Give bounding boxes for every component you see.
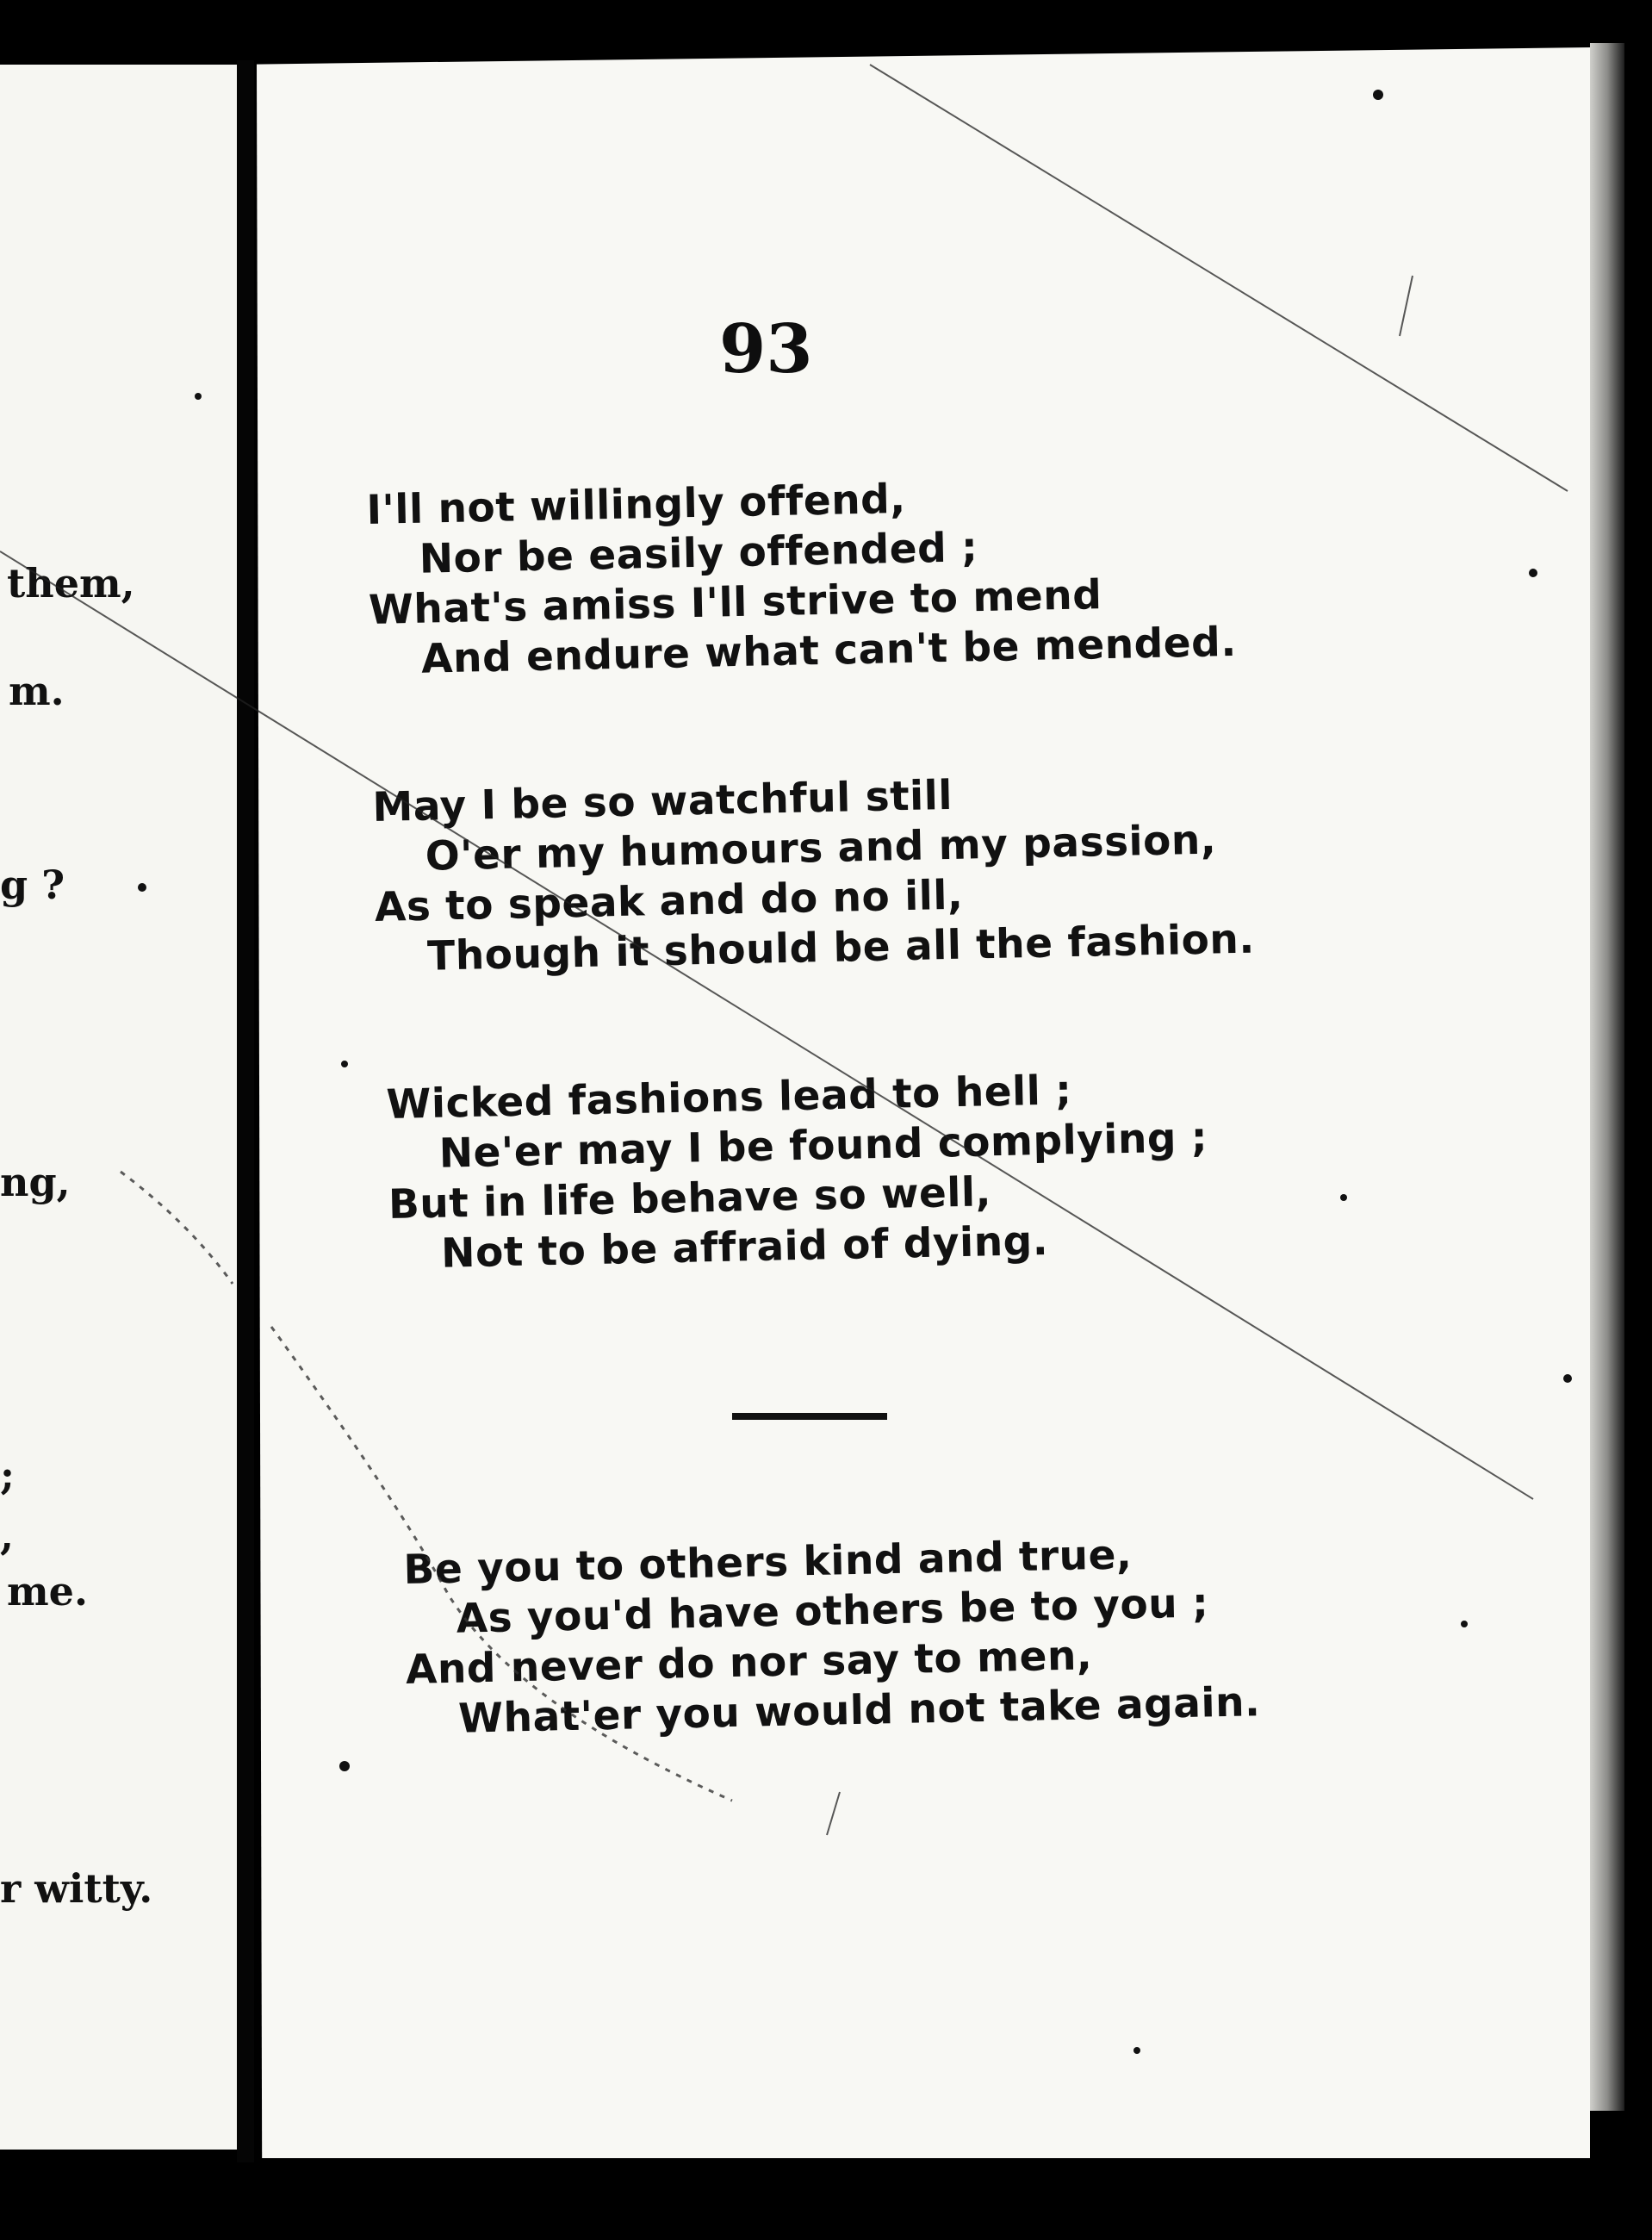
left-fragment-text: m. (9, 668, 65, 714)
left-fragment-text: r witty. (0, 1865, 153, 1912)
poem-line: Though it should be all the fashion. (426, 915, 1256, 980)
stanza-4 (403, 1528, 1261, 1746)
poem-line: But in life behave so well, (388, 1168, 992, 1229)
poem-line: Be you to others kind and true, (403, 1531, 1133, 1594)
left-fragment-text: g ? (0, 862, 65, 908)
poem-line: I'll not willingly offend, (366, 475, 907, 534)
poem-line: And never do nor say to men, (405, 1632, 1093, 1694)
poem-line: May I be so watchful still (372, 771, 953, 831)
book-gutter (237, 60, 254, 2162)
stanza-2 (372, 766, 1255, 984)
left-fragment-text: them, (7, 560, 135, 607)
left-fragment-text: ng, (0, 1159, 71, 1205)
left-page-edge (0, 65, 237, 2150)
poem-line: Not to be affraid of dying. (440, 1216, 1049, 1278)
poem-line: And endure what can't be mended. (420, 618, 1238, 683)
poem-line: What's amiss I'll strive to mend (368, 571, 1102, 634)
poem-line: What'er you would not take again. (457, 1678, 1261, 1743)
poem-line: Ne'er may I be found complying ; (438, 1114, 1208, 1178)
left-fragment-text: , (0, 1512, 15, 1559)
page-edge-shadow (1590, 43, 1624, 2111)
stanza-1 (366, 469, 1237, 687)
left-fragment-text: me. (7, 1568, 88, 1615)
section-divider (732, 1413, 887, 1420)
poem-line: O'er my humours and my passion, (425, 816, 1217, 880)
page-number: 93 (719, 310, 813, 389)
stanza-3 (386, 1064, 1210, 1281)
poem-line: As you'd have others be to you ; (456, 1579, 1209, 1643)
poem-line: Nor be easily offended ; (419, 524, 978, 583)
poem-line: Wicked fashions lead to hell ; (386, 1067, 1073, 1129)
poem-line: As to speak and do no ill, (374, 871, 964, 931)
left-fragment-text: ; (0, 1452, 15, 1498)
